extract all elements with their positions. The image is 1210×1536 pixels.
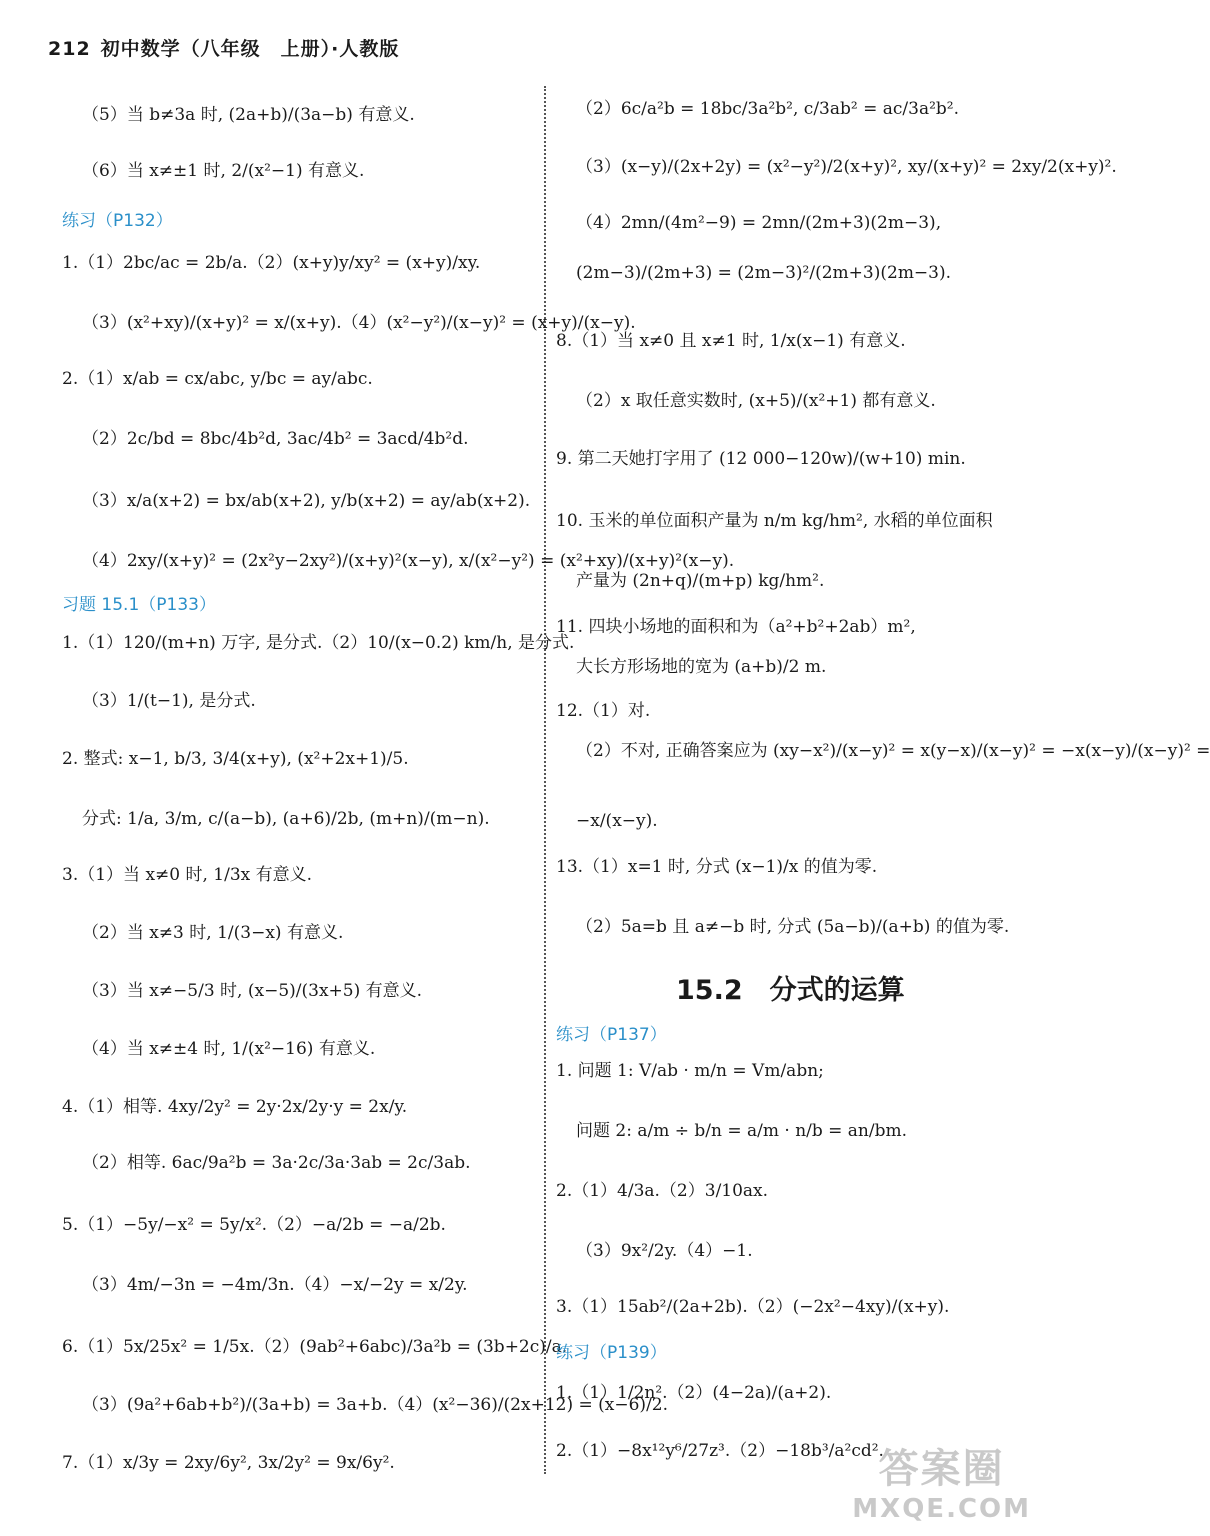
answer-line: （3）当 x≠−5/3 时, (x−5)/(3x+5) 有意义. bbox=[82, 981, 423, 1001]
answer-line: （4）当 x≠±4 时, 1/(x²−16) 有意义. bbox=[82, 1039, 376, 1059]
answer-line: （3）1/(t−1), 是分式. bbox=[82, 691, 256, 711]
section-heading: 练习（P137） bbox=[556, 1025, 667, 1045]
answer-line: −x/(x−y). bbox=[576, 811, 658, 831]
answer-line: （2）2c/bd = 8bc/4b²d, 3ac/4b² = 3acd/4b²d. bbox=[82, 429, 469, 449]
watermark-url: MXQE.COM bbox=[852, 1494, 1031, 1524]
section-heading: 练习（P139） bbox=[556, 1343, 667, 1363]
column-divider bbox=[544, 86, 546, 1474]
answer-line: 问题 2: a/m ÷ b/n = a/m · n/b = an/bm. bbox=[576, 1121, 908, 1141]
answer-line: （2）相等. 6ac/9a²b = 3a·2c/3a·3ab = 2c/3ab. bbox=[82, 1153, 471, 1173]
answer-line: 10. 玉米的单位面积产量为 n/m kg/hm², 水稻的单位面积 bbox=[556, 511, 993, 531]
section-heading: 习题 15.1（P133） bbox=[62, 595, 216, 615]
answer-line: （4）2mn/(4m²−9) = 2mn/(2m+3)(2m−3), bbox=[576, 213, 942, 233]
answer-line: 6.（1）5x/25x² = 1/5x.（2）(9ab²+6abc)/3a²b = (3b+2c)/a. bbox=[62, 1337, 568, 1357]
answer-line: 产量为 (2n+q)/(m+p) kg/hm². bbox=[576, 571, 825, 591]
answer-line: （3）(x²+xy)/(x+y)² = x/(x+y).（4）(x²−y²)/(x−y)² = (x+y)/(x−y). bbox=[82, 313, 636, 333]
watermark-text: 答案圈 bbox=[878, 1446, 1005, 1492]
page-number: 212 bbox=[48, 38, 91, 60]
answer-line: 1.（1）1/2n².（2）(4−2a)/(a+2). bbox=[556, 1383, 832, 1403]
answer-line: （3）(x−y)/(2x+2y) = (x²−y²)/2(x+y)², xy/(x+y)² = 2xy/2(x+y)². bbox=[576, 157, 1117, 177]
answer-line: 12.（1）对. bbox=[556, 701, 651, 721]
answer-line: （2）x 取任意实数时, (x+5)/(x²+1) 都有意义. bbox=[576, 391, 936, 411]
answer-line: （2）6c/a²b = 18bc/3a²b², c/3ab² = ac/3a²b². bbox=[576, 99, 959, 119]
answer-line: 2.（1）4/3a.（2）3/10ax. bbox=[556, 1181, 769, 1201]
answer-line: （2）不对, 正确答案应为 (xy−x²)/(x−y)² = x(y−x)/(x−y)² = −x(x−y)/(x−y)² = bbox=[576, 741, 1210, 761]
answer-line: （5）当 b≠3a 时, (2a+b)/(3a−b) 有意义. bbox=[82, 105, 415, 125]
answer-line: 7.（1）x/3y = 2xy/6y², 3x/2y² = 9x/6y². bbox=[62, 1453, 395, 1473]
answer-line: 2.（1）−8x¹²y⁶/27z³.（2）−18b³/a²cd². bbox=[556, 1441, 884, 1461]
answer-line: 分式: 1/a, 3/m, c/(a−b), (a+6)/2b, (m+n)/(m−n). bbox=[82, 809, 490, 829]
answer-line: （2）5a=b 且 a≠−b 时, 分式 (5a−b)/(a+b) 的值为零. bbox=[576, 917, 1010, 937]
answer-line: (2m−3)/(2m+3) = (2m−3)²/(2m+3)(2m−3). bbox=[576, 263, 952, 283]
section-heading: 练习（P132） bbox=[62, 211, 173, 231]
page-header bbox=[48, 34, 399, 61]
answer-line: 3.（1）当 x≠0 时, 1/3x 有意义. bbox=[62, 865, 313, 885]
answer-line: 大长方形场地的宽为 (a+b)/2 m. bbox=[576, 657, 827, 677]
answer-line: （2）当 x≠3 时, 1/(3−x) 有意义. bbox=[82, 923, 344, 943]
answer-line: （6）当 x≠±1 时, 2/(x²−1) 有意义. bbox=[82, 161, 365, 181]
answer-line: （3）4m/−3n = −4m/3n.（4）−x/−2y = x/2y. bbox=[82, 1275, 468, 1295]
book-title: 初中数学（八年级 上册）·人教版 bbox=[100, 38, 400, 60]
answer-line: 4.（1）相等. 4xy/2y² = 2y·2x/2y·y = 2x/y. bbox=[62, 1097, 408, 1117]
answer-line: 2.（1）x/ab = cx/abc, y/bc = ay/abc. bbox=[62, 369, 373, 389]
answer-line: 13.（1）x=1 时, 分式 (x−1)/x 的值为零. bbox=[556, 857, 878, 877]
answer-line: 5.（1）−5y/−x² = 5y/x².（2）−a/2b = −a/2b. bbox=[62, 1215, 446, 1235]
answer-line: （3）(9a²+6ab+b²)/(3a+b) = 3a+b.（4）(x²−36)/(2x+12) = (x−6)/2. bbox=[82, 1395, 669, 1415]
watermark-logo bbox=[852, 1437, 1031, 1524]
answer-line: 1. 问题 1: V/ab · m/n = Vm/abn; bbox=[556, 1061, 824, 1081]
answer-line: 9. 第二天她打字用了 (12 000−120w)/(w+10) min. bbox=[556, 449, 966, 469]
answer-line: 1.（1）2bc/ac = 2b/a.（2）(x+y)y/xy² = (x+y)/xy. bbox=[62, 253, 481, 273]
answer-line: 3.（1）15ab²/(2a+2b).（2）(−2x²−4xy)/(x+y). bbox=[556, 1297, 950, 1317]
answer-line: 8.（1）当 x≠0 且 x≠1 时, 1/x(x−1) 有意义. bbox=[556, 331, 906, 351]
answer-line: （3）9x²/2y.（4）−1. bbox=[576, 1241, 753, 1261]
answer-line: 1.（1）120/(m+n) 万字, 是分式.（2）10/(x−0.2) km/h, 是分式. bbox=[62, 633, 575, 653]
answer-line: （4）2xy/(x+y)² = (2x²y−2xy²)/(x+y)²(x−y), x/(x²−y²) = (x²+xy)/(x+y)²(x−y). bbox=[82, 551, 735, 571]
chapter-heading: 15.2 分式的运算 bbox=[676, 975, 905, 1006]
answer-line: 11. 四块小场地的面积和为（a²+b²+2ab）m², bbox=[556, 617, 916, 637]
answer-line: 2. 整式: x−1, b/3, 3/4(x+y), (x²+2x+1)/5. bbox=[62, 749, 409, 769]
answer-line: （3）x/a(x+2) = bx/ab(x+2), y/b(x+2) = ay/ab(x+2). bbox=[82, 491, 531, 511]
